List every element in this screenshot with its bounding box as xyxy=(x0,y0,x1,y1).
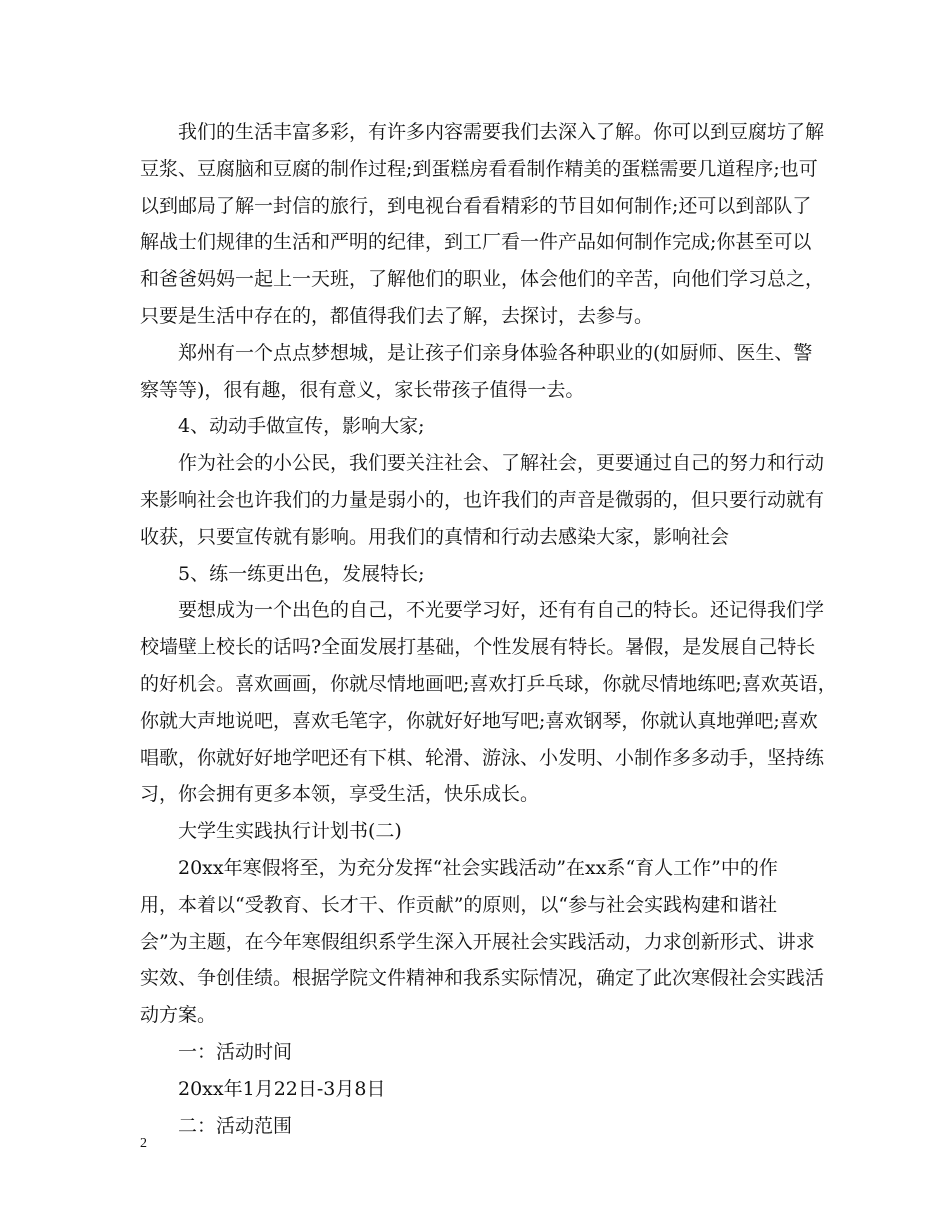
text-line: 解战士们规律的生活和严明的纪律，到工厂看一件产品如何制作完成;你甚至可以 xyxy=(140,231,812,254)
text-line: 只要是生活中存在的，都值得我们去了解，去探讨，去参与。 xyxy=(140,304,654,327)
document-title: 大学生实践执行计划书(二) xyxy=(178,820,402,843)
text-line: 动方案。 xyxy=(140,1004,217,1027)
text-line: 察等等)，很有趣，很有意义，家长带孩子值得一去。 xyxy=(140,378,585,401)
text-line: 来影响社会也许我们的力量是弱小的，也许我们的声音是微弱的，但只要行动就有 xyxy=(140,488,825,511)
text-line: 的好机会。喜欢画画，你就尽情地画吧;喜欢打乒乓球，你就尽情地练吧;喜欢英语， xyxy=(140,672,837,695)
text-line: 20xx年寒假将至，为充分发挥“社会实践活动”在xx系“育人工作”中的作 xyxy=(178,856,778,879)
section-heading: 4、动动手做宣传，影响大家; xyxy=(178,415,425,438)
text-line: 收获，只要宣传就有影响。用我们的真情和行动去感染大家，影响社会 xyxy=(140,525,730,548)
text-line: 唱歌，你就好好地学吧还有下棋、轮滑、游泳、小发明、小制作多多动手，坚持练 xyxy=(140,746,825,769)
text-line: 作为社会的小公民，我们要关注社会、了解社会，更要通过自己的努力和行动 xyxy=(178,452,825,475)
page-number: 2 xyxy=(140,1136,147,1151)
text-line: 要想成为一个出色的自己，不光要学习好，还有有自己的特长。还记得我们学 xyxy=(178,599,825,622)
section-heading: 二：活动范围 xyxy=(178,1114,293,1137)
document-body xyxy=(140,114,837,1144)
text-line: 20xx年1月22日-3月8日 xyxy=(178,1077,386,1100)
section-heading: 一：活动时间 xyxy=(178,1040,293,1063)
text-line: 用，本着以“受教育、长才干、作贡献”的原则，以“参与社会实践构建和谐社 xyxy=(140,893,778,916)
text-line: 我们的生活丰富多彩，有许多内容需要我们去深入了解。你可以到豆腐坊了解 xyxy=(178,121,825,143)
text-line: 以到邮局了解一封信的旅行，到电视台看看精彩的节目如何制作;还可以到部队了 xyxy=(140,194,812,217)
text-line: 和爸爸妈妈一起上一天班，了解他们的职业，体会他们的辛苦，向他们学习总之， xyxy=(140,268,825,291)
text-line: 实效、争创佳绩。根据学院文件精神和我系实际情况，确定了此次寒假社会实践活 xyxy=(140,967,825,990)
text-line: 郑州有一个点点梦想城，是让孩子们亲身体验各种职业的(如厨师、医生、警 xyxy=(178,341,813,364)
text-line: 校墙壁上校长的话吗?全面发展打基础，个性发展有特长。暑假，是发展自己特长 xyxy=(140,636,816,659)
text-line: 习，你会拥有更多本领，享受生活，快乐成长。 xyxy=(140,783,540,806)
section-heading: 5、练一练更出色，发展特长; xyxy=(178,562,425,585)
text-line: 会”为主题，在今年寒假组织系学生深入开展社会实践活动，力求创新形式、讲求 xyxy=(140,930,815,953)
text-line: 豆浆、豆腐脑和豆腐的制作过程;到蛋糕房看看制作精美的蛋糕需要几道程序;也可 xyxy=(140,157,818,180)
text-line: 你就大声地说吧，喜欢毛笔字，你就好好地写吧;喜欢钢琴，你就认真地弹吧;喜欢 xyxy=(140,709,818,732)
